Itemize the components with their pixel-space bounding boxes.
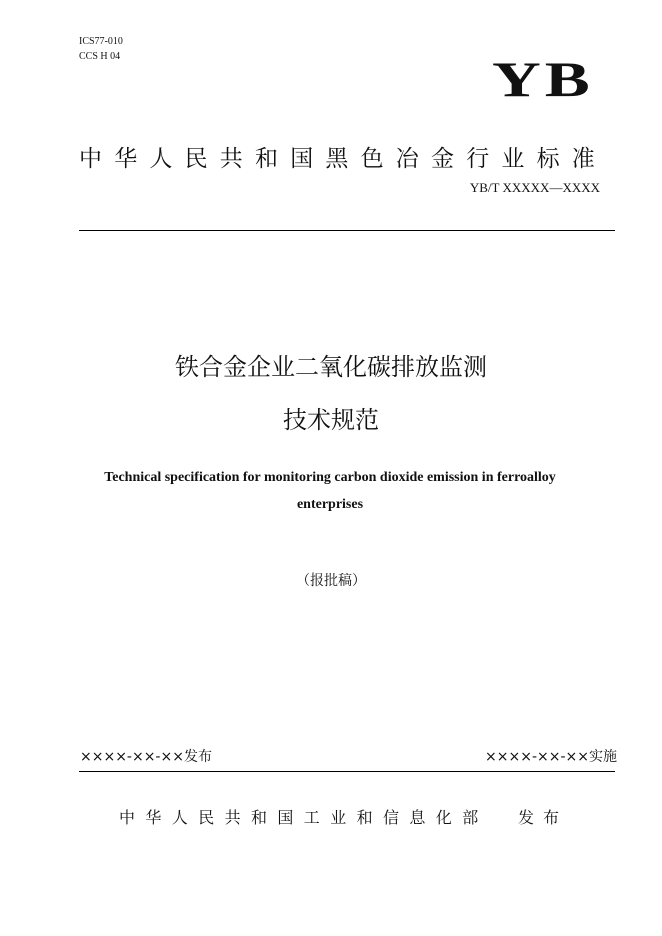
draft-status: （报批稿） bbox=[296, 573, 366, 589]
chinese-title-line-2: 技术规范 bbox=[283, 406, 379, 434]
yb-logo: YB bbox=[492, 51, 594, 107]
bottom-divider bbox=[79, 771, 615, 772]
english-title: Technical specification for monitoring carbon dioxide emission in ferroalloy enterprises bbox=[104, 470, 556, 512]
issue-date: ××××-××-××发布 bbox=[80, 749, 212, 765]
ccs-code: CCS H 04 bbox=[79, 51, 121, 62]
chinese-title-line-1: 铁合金企业二氧化碳排放监测 bbox=[175, 353, 487, 381]
implementation-date: ××××-××-××实施 bbox=[485, 749, 617, 765]
top-divider bbox=[79, 230, 615, 231]
standard-number: YB/T XXXXX—XXXX bbox=[469, 180, 600, 195]
issue-verb: 发布 bbox=[518, 808, 569, 827]
issuing-authority: 中华人民共和国工业和信息化部 bbox=[119, 808, 489, 827]
standard-category: 中华人民共和国黑色冶金行业标准 bbox=[79, 146, 607, 172]
ics-code: ICS77-010 bbox=[79, 36, 123, 47]
classification-codes bbox=[79, 34, 123, 64]
